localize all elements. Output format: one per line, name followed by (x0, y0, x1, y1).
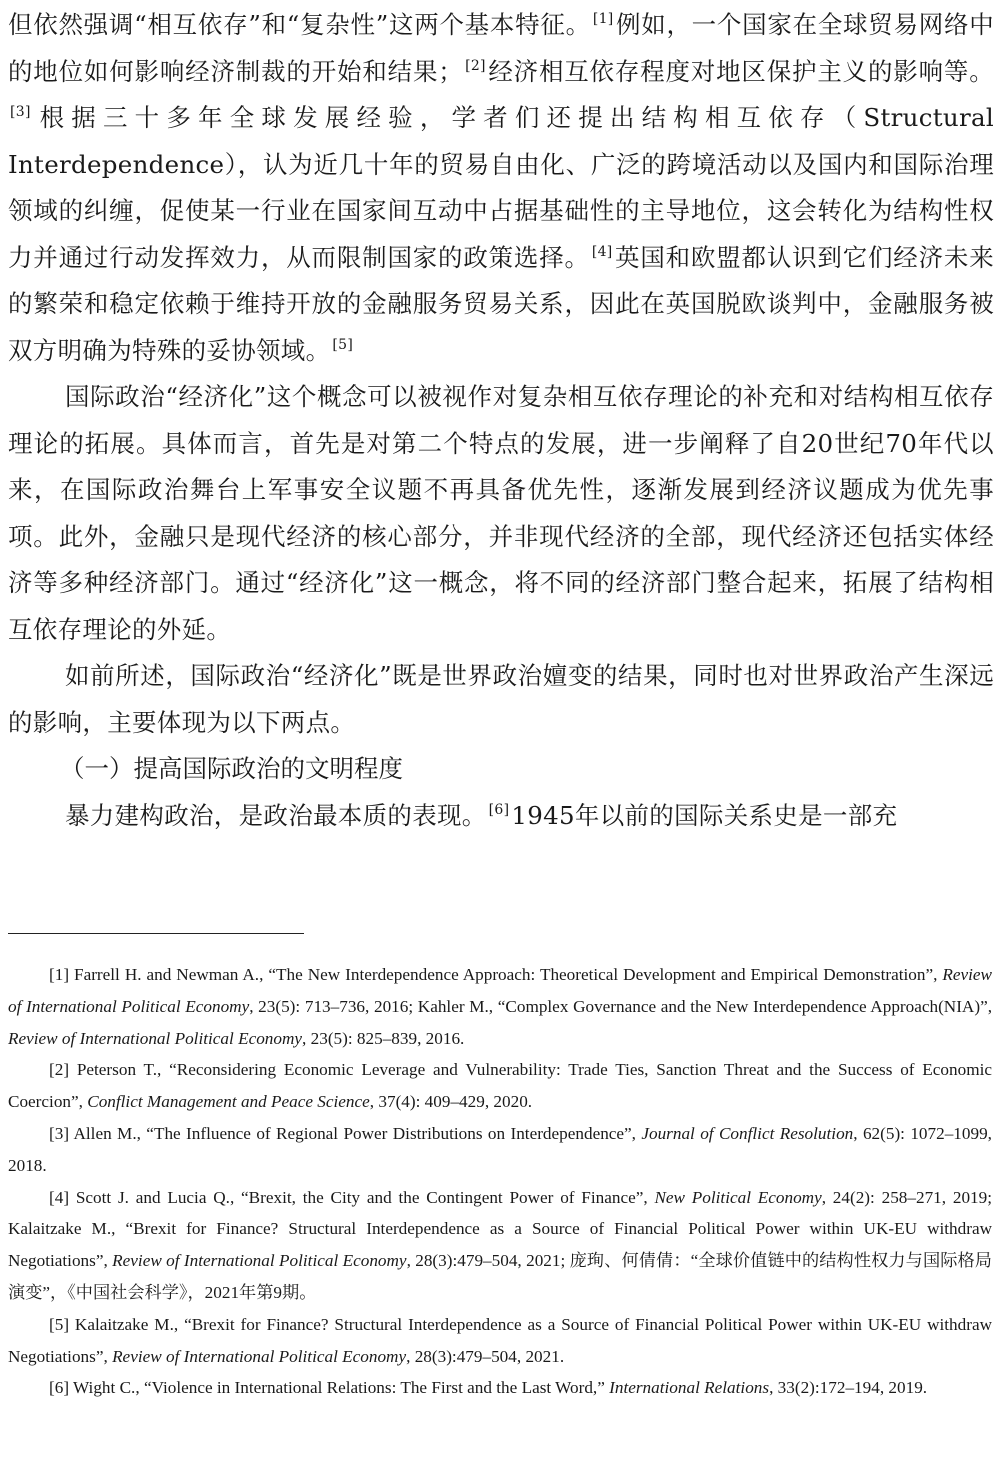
text-run: 但依然强调“相互依存”和“复杂性”这两个基本特征。 (8, 10, 591, 39)
paragraph-1 (8, 2, 994, 374)
footnote-1: [1] Farrell H. and Newman A., “The New Interdependence Approach: Theoretical Development and Empirical Demonstration”, Review of International Political Economy, 23(5): 713–736, 2016; Kahler M., “Complex Governance and the New Interdependence Approach(NIA)”, Review of International Political Economy, 23(5): 825–839, 2016. (8, 965, 992, 1048)
footnote-3: [3] Allen M., “The Influence of Regional Power Distributions on Interdependence”, Journal of Conflict Resolution, 62(5): 1072–1099, 2018. (8, 1123, 992, 1175)
paragraph-2: 国际政治“经济化”这个概念可以被视作对复杂相互依存理论的补充和对结构相互依存理论的拓展。具体而言，首先是对第二个特点的发展，进一步阐释了自20世纪70年代以来，在国际政治舞台上军事安全议题不再具备优先性，逐渐发展到经济议题成为优先事项。此外，金融只是现代经济的核心部分，并非现代经济的全部，现代经济还包括实体经济等多种经济部门。通过“经济化”这一概念，将不同的经济部门整合起来，拓展了结构相互依存理论的外延。 (8, 382, 994, 644)
footnote-ref-1[interactable]: [1] (592, 11, 614, 27)
text-run: 经济相互依存程度对地区保护主义的影响等。 (487, 56, 995, 86)
text-run: 英国和欧盟都认识到它们经济未来的繁荣和稳定依赖于维持开放的金融服务贸易关系，因此在英国脱欧谈判中，金融服务被双方明确为特殊的妥协领域。 (8, 242, 994, 365)
paragraph-4 (8, 793, 994, 840)
footnote-ref-6[interactable]: [6] (488, 801, 510, 818)
journal-title: Journal of Conflict Resolution (641, 1123, 854, 1143)
footnotes (8, 959, 992, 1404)
journal-title: New Political Economy (654, 1187, 822, 1207)
text-run: 1945年以前的国际关系史是一部充 (511, 800, 898, 830)
footnote-ref-5[interactable]: [5] (332, 336, 354, 353)
journal-title: International Relations (609, 1378, 770, 1398)
footnote-2: [2] Peterson T., “Reconsidering Economic Leverage and Vulnerability: Trade Ties, Sanction Threat and the Success of Economic Coercion”, Conflict Management and Peace Science, 37(4): 409–429, 2020. (8, 1060, 992, 1112)
text-run: 根据三十多年全球发展经验，学者们还提出结构相互依存（Structural Interdependence），认为近几十年的贸易自由化、广泛的跨境活动以及国内和国际治理领域的纠缠，促使某一行业在国家间互动中占据基础性的主导地位，这会转化为结构性权力并通过行动发挥效力，从而限制国家的政策选择。 (8, 103, 994, 272)
journal-title: Review of International Political Economy (8, 1028, 303, 1048)
journal-title: Review of International Political Economy (8, 965, 992, 1016)
footnote-4: [4] Scott J. and Lucia Q., “Brexit, the City and the Contingent Power of Finance”, New Political Economy, 24(2): 258–271, 2019; Kalaitzake M., “Brexit for Finance? Structural Interdependence as a Source of Financial Political Power within UK-EU withdraw Negotiations”, Review of International Political Economy, 28(3):479–504, 2021; 庞珣、何倩倩：“全球价值链中的结构性权力与国际格局演变”，《中国社会科学》，2021年第9期。 (8, 1187, 992, 1302)
text-run: 例如，一个国家在全球贸易网络中的地位如何影响经济制裁的开始和结果； (8, 10, 994, 86)
body-text (8, 2, 994, 839)
footnote-6: [6] Wight C., “Violence in International Relations: The First and the Last Word,” International Relations, 33(2):172–194, 2019. (49, 1378, 928, 1398)
footnote-divider (8, 933, 304, 934)
footnote-5: [5] Kalaitzake M., “Brexit for Finance? Structural Interdependence as a Source of Financial Political Power within UK-EU withdraw Negotiations”, Review of International Political Economy, 28(3):479–504, 2021. (8, 1314, 992, 1366)
journal-title: Review of International Political Economy (112, 1346, 407, 1366)
paragraph-3: 如前所述，国际政治“经济化”既是世界政治嬗变的结果，同时也对世界政治产生深远的影响，主要体现为以下两点。 (8, 661, 994, 737)
footnote-ref-4[interactable]: [4] (591, 243, 613, 260)
footnote-ref-3[interactable]: [3] (10, 104, 31, 120)
footnote-ref-2[interactable]: [2] (465, 57, 486, 74)
section-heading: （一）提高国际政治的文明程度 (60, 754, 403, 783)
journal-title: Review of International Political Economy (112, 1251, 407, 1271)
journal-title: Conflict Management and Peace Science (87, 1092, 370, 1112)
text-run: 暴力建构政治，是政治最本质的表现。 (65, 800, 487, 830)
